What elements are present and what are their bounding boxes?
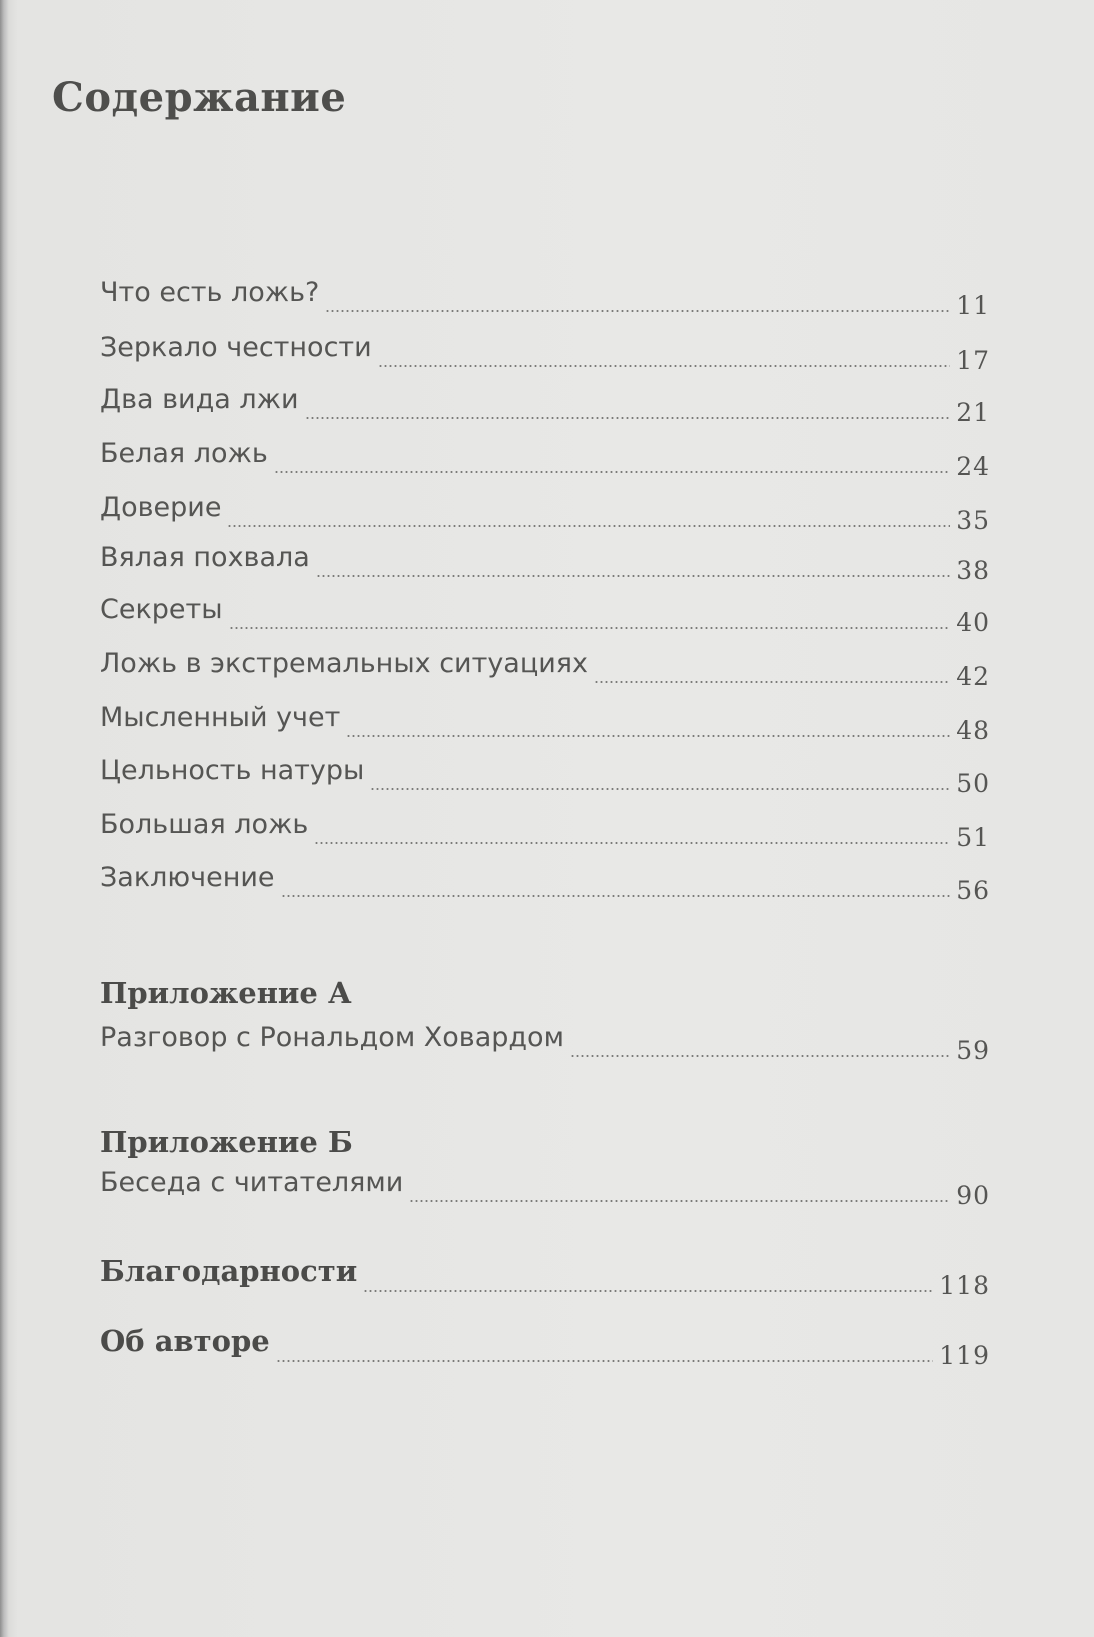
dot-leader [229,627,950,629]
toc-entry[interactable] [100,270,990,320]
toc-entry[interactable] [100,1015,990,1065]
appendix-b-heading: Приложение Б [100,1125,353,1159]
toc-entry-title: Благодарности [100,1254,358,1288]
toc-entry-acknowledgements[interactable] [100,1250,990,1300]
toc-entry-title: Что есть ложь? [100,277,320,308]
toc-entry-page: 50 [956,769,990,798]
toc-entry-page: 42 [956,662,990,691]
toc-entry-title: Разговор с Рональдом Ховардом [100,1022,564,1053]
toc-entry-title: Белая ложь [100,438,268,469]
dot-leader [594,681,950,683]
dot-leader [305,417,950,419]
toc-entry-title: Секреты [100,594,223,625]
toc-entry[interactable] [100,748,990,798]
toc-entry-page: 119 [939,1341,990,1370]
toc-entry-page: 11 [956,291,990,320]
appendix-a-heading: Приложение А [100,976,352,1010]
dot-leader [281,895,950,897]
toc-entry[interactable] [100,695,990,745]
toc-entry-page: 56 [956,876,990,905]
toc-entry-title: Заключение [100,862,275,893]
toc-entry-page: 48 [956,716,990,745]
toc-entry-about-author[interactable] [100,1320,990,1370]
toc-entry[interactable] [100,377,990,427]
dot-leader [370,788,950,790]
toc-entry[interactable] [100,641,990,691]
toc-entry-page: 38 [956,556,990,585]
toc-entry-title: Два вида лжи [100,384,299,415]
toc-entry-page: 35 [956,506,990,535]
toc-entry-page: 118 [939,1271,990,1300]
toc-entry[interactable] [100,587,990,637]
toc-entry-page: 59 [956,1036,990,1065]
toc-entry-page: 40 [956,608,990,637]
toc-entry-page: 90 [956,1181,990,1210]
dot-leader [227,525,950,527]
toc-entry-page: 24 [956,452,990,481]
toc-entry-title: Беседа с читателями [100,1167,404,1198]
page-title: Содержание [52,74,347,121]
toc-entry[interactable] [100,1160,990,1210]
toc-entry-title: Цельность натуры [100,755,365,786]
dot-leader [409,1200,950,1202]
toc-entry-title: Большая ложь [100,809,309,840]
toc-entry[interactable] [100,485,990,535]
toc-entry-title: Ложь в экстремальных ситуациях [100,648,588,679]
toc-entry-title: Вялая похвала [100,542,310,573]
toc-entry[interactable] [100,431,990,481]
dot-leader [276,1360,933,1362]
toc-entry[interactable] [100,325,990,375]
dot-leader [314,842,950,844]
dot-leader [274,471,950,473]
toc-entry-page: 51 [956,823,990,852]
dot-leader [316,575,950,577]
toc-entry-title: Мысленный учет [100,702,341,733]
toc-entry-title: Доверие [100,492,222,523]
toc-entry[interactable] [100,802,990,852]
toc-entry-page: 21 [956,398,990,427]
dot-leader [325,310,950,312]
toc-entry-page: 17 [956,346,990,375]
toc-entry[interactable] [100,535,990,585]
dot-leader [363,1290,933,1292]
toc-entry[interactable] [100,855,990,905]
toc-entry-title: Об авторе [100,1324,270,1358]
dot-leader [346,735,950,737]
dot-leader [570,1055,950,1057]
dot-leader [378,365,950,367]
toc-entry-title: Зеркало честности [100,332,372,363]
